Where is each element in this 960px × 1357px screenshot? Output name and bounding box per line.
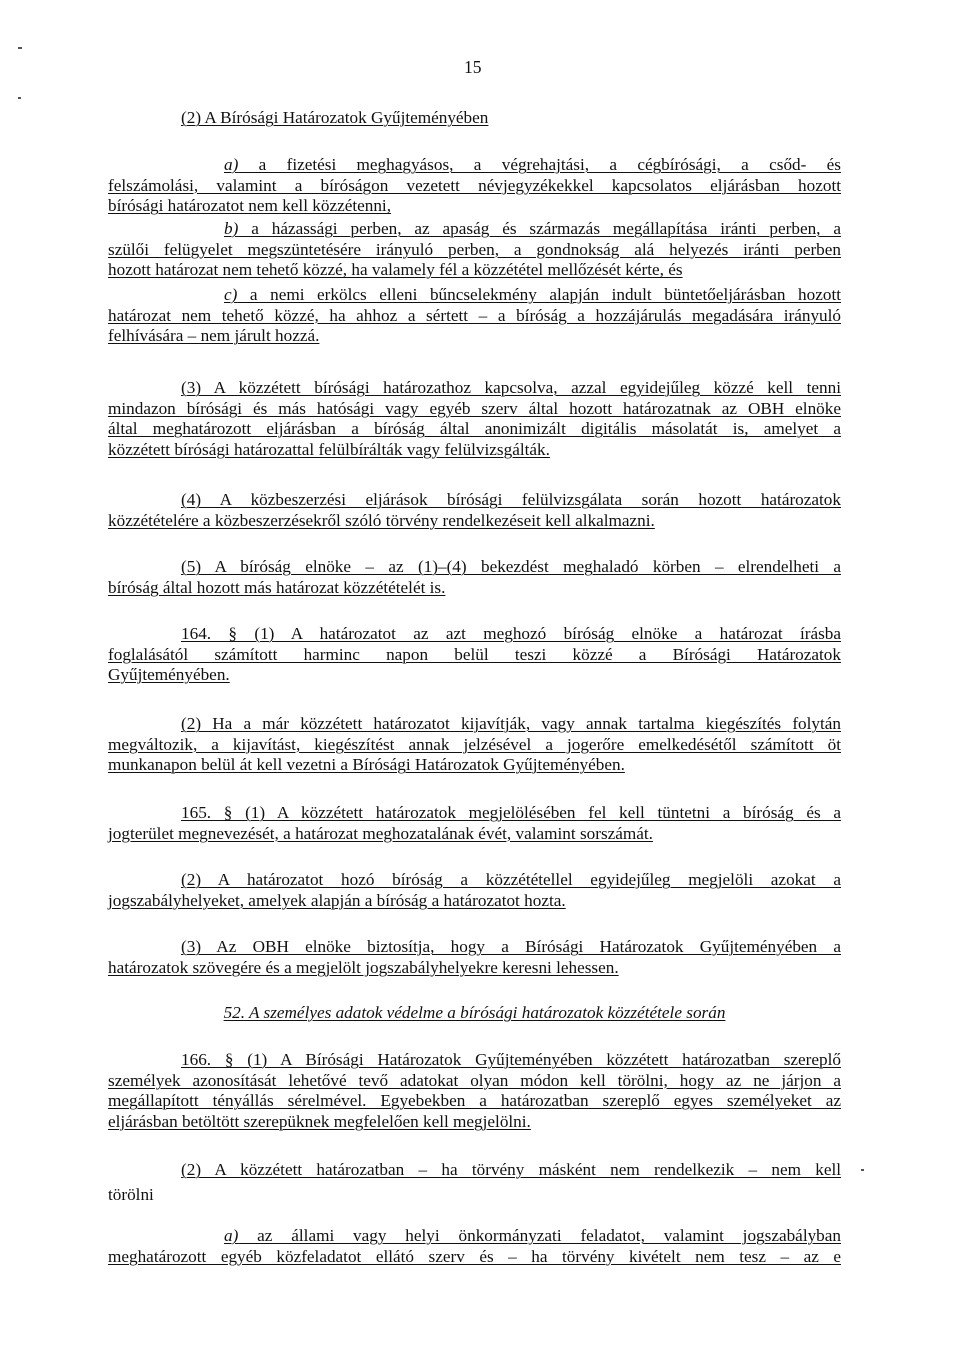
section-164-1: 164. § (1) A határozatot az azt meghozó bíróság elnöke a határozat írásba foglalásától számított harminc napon belül teszi közzé a Bírósági Határozatok Gyűjteményében. (108, 624, 841, 685)
section-164-2: (2) Ha a már közzétett határozatot kijavítják, vagy annak tartalma kiegészítés folytán megváltozik, a kijavítást, kiegészítést annak jelzésével a jogerőre emelkedésétől számított öt munkanapon belül át kell vezetni a Bírósági Határozatok Gyűjteményében. (108, 714, 841, 775)
scan-speck (18, 47, 22, 49)
section-166-1: 166. § (1) A Bírósági Határozatok Gyűjteményében közzétett határozatban szereplő személyek azonosítását lehetővé tevő adatokat olyan módon kell törölni, hogy az ne járjon a megállapított tényállás sérelmével. Egyebekben a határozatban szereplő egyes személyeket az eljárásban betöltött szerepüknek megfelelően kell megjelölni. (108, 1050, 841, 1131)
item-c-line-3: felhívására – nem járult hozzá. (108, 326, 320, 346)
section-52-title: 52. A személyes adatok védelme a bírósági határozatok közzététele során (223, 1003, 726, 1022)
section-166-2-a: a) az állami vagy helyi önkormányzati feladatot, valamint jogszabályban meghatározott egyéb közfeladatot ellátó szerv és – ha törvény kivételt nem tesz – az e (108, 1226, 841, 1266)
heading-text: (2) A Bírósági Határozatok Gyűjteményében (181, 108, 489, 127)
item-c (108, 285, 841, 347)
page-number: 15 (464, 57, 482, 77)
item-a-line-3: bírósági határozatot nem kell közzétenni, (108, 196, 392, 216)
item-b (108, 219, 841, 281)
scan-speck (861, 1169, 864, 1171)
item-b-line-2: szülői felügyelet megszüntetésére irányuló perben, a gondnokság alá helyezés iránti perben (108, 239, 841, 259)
paragraph-2-heading (108, 108, 841, 129)
scan-speck (18, 97, 21, 99)
item-a-line-1: a) a fizetési meghagyásos, a végrehajtási, a cégbírósági, a csőd- és (224, 155, 841, 174)
item-a-line-2: felszámolási, valamint a bíróságon vezetett névjegyzékekkel kapcsolatos eljárásban hozott (108, 175, 841, 195)
item-b-line-1: b) a házassági perben, az apaság és származás megállapítása iránti perben, a (224, 219, 841, 238)
item-b-line-3: hozott határozat nem tehető közzé, ha valamely fél a közzététel mellőzését kérte, és (108, 260, 683, 280)
item-a (108, 155, 841, 217)
section-165-3: (3) Az OBH elnöke biztosítja, hogy a Bírósági Határozatok Gyűjteményében a határozatok szövegére és a megjelölt jogszabályhelyekre keresni lehessen. (108, 937, 841, 977)
section-165-2: (2) A határozatot hozó bíróság a közzététellel egyidejűleg megjelöli azokat a jogszabályhelyeket, amelyek alapján a bíróság a határozatot hozta. (108, 870, 841, 910)
paragraph-4: (4) A közbeszerzési eljárások bírósági felülvizsgálata során hozott határozatok közzétételére a közbeszerzésekről szóló törvény rendelkezéseit kell alkalmazni. (108, 490, 841, 530)
section-166-2: (2) A közzétett határozatban – ha törvény másként nem rendelkezik – nem kell törölni (108, 1160, 841, 1204)
paragraph-5: (5) A bíróság elnöke – az (1)–(4) bekezdést meghaladó körben – elrendelheti a bíróság által hozott más határozat közzétételét is. (108, 557, 841, 597)
item-c-line-1: c) a nemi erkölcs elleni bűncselekmény alapján indult büntetőeljárásban hozott (224, 285, 841, 304)
paragraph-3: (3) A közzétett bírósági határozathoz kapcsolva, azzal egyidejűleg közzé kell tenni mindazon bírósági és más hatósági vagy egyéb szerv által hozott határozatnak az OBH elnöke által meghatározott eljárásban a bíróság által anonimizált digitális másolatát is, amelyet a közzétett bírósági határozattal felülbírálták vagy felülvizsgálták. (108, 378, 841, 459)
section-165-1: 165. § (1) A közzétett határozatok megjelölésében fel kell tüntetni a bíróság és a jogterület megnevezését, a határozat meghozatalának évét, valamint sorszámát. (108, 803, 841, 843)
item-c-line-2: határozat nem tehető közzé, ha ahhoz a sértett – a bíróság a hozzájárulás megadására irányuló (108, 305, 841, 325)
